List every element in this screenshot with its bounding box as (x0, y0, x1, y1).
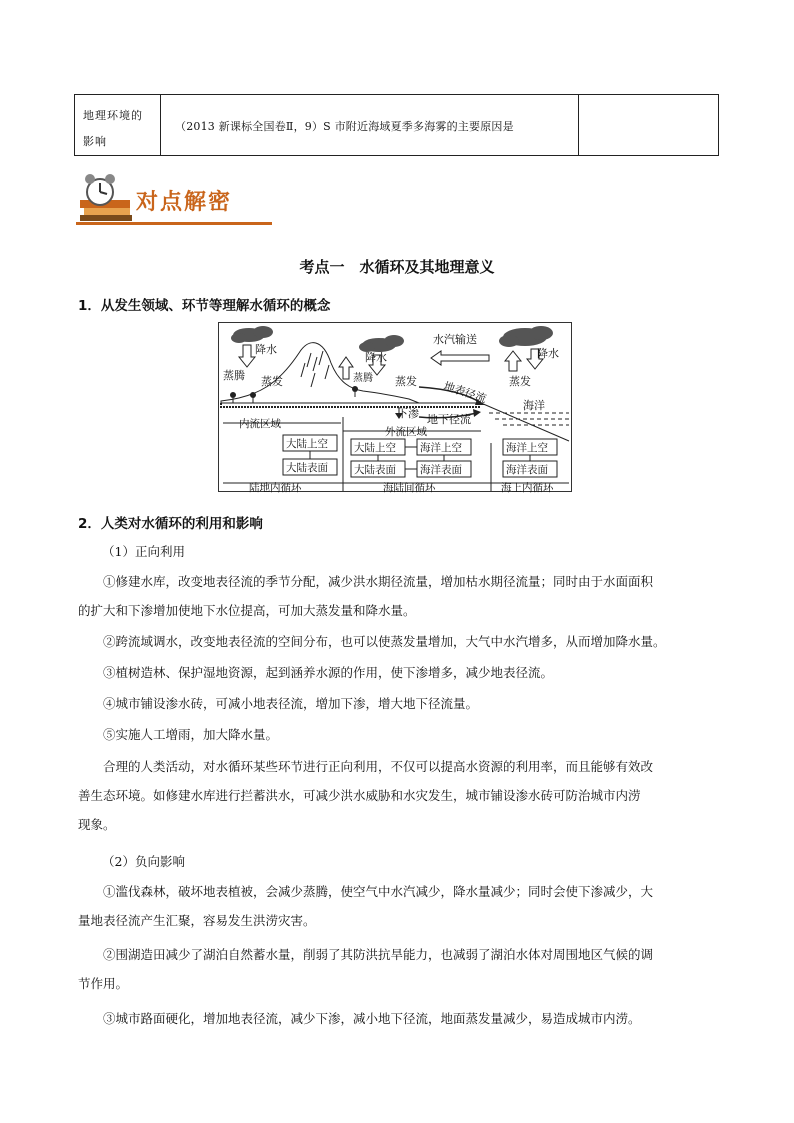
label-ocean: 海洋 (523, 399, 545, 412)
heading-1: 1．从发生领域、环节等理解水循环的概念 (78, 298, 331, 314)
section-title: 考点一 水循环及其地理意义 (299, 258, 495, 276)
heading-2: 2．人类对水循环的利用和影响 (78, 516, 263, 532)
paragraph-positive-1 (78, 567, 718, 625)
cloud-icon-right (499, 326, 553, 347)
paragraph-line: 节作用。 (78, 976, 129, 991)
alarm-clock-book-icon (76, 172, 136, 224)
cloud-icon-left (231, 326, 273, 343)
banner-underline (76, 222, 272, 225)
label-groundwater-runoff: 地下径流 (427, 413, 471, 426)
paragraph-line: 善生态环境。如修建水库进行拦蓄洪水，可减少洪水威胁和水灾发生，城市铺设渗水砖可防治城市内涝 (78, 788, 641, 803)
label-vapor-transport: 水汽输送 (433, 333, 477, 346)
paragraph-positive-3: ③植树造林、保护湿地资源，起到涵养水源的作用，使下渗增多，减少地表径流。 (103, 665, 554, 680)
subheading-negative: （2）负向影响 (102, 854, 185, 869)
paragraph-positive-4: ④城市铺设渗水砖，可减小地表径流，增加下渗，增大地下径流量。 (103, 696, 479, 711)
label-cycle-sea-land: 海陆间循环 (383, 482, 436, 493)
paragraph-summary (78, 752, 718, 839)
question-table (74, 94, 719, 156)
paragraph-line: ②围湖造田减少了湖泊自然蓄水量，削弱了其防洪抗旱能力，也减弱了湖泊水体对周围地区气候的调 (103, 947, 654, 962)
paragraph-line: 的扩大和下渗增加使地下水位提高，可加大蒸发量和降水量。 (78, 603, 416, 618)
box-sea-surface-2: 海洋表面 (420, 464, 462, 476)
paragraph-line: 现象。 (78, 817, 116, 832)
cloud-icon-mid (359, 335, 404, 352)
label-surface-runoff: 地表径流 (442, 379, 488, 406)
paragraph-negative-3: ③城市路面硬化，增加地表径流，减少下渗，减小地下径流，地面蒸发量减少，易造成城市内涝。 (103, 1011, 641, 1026)
box-sea-sky-3: 海洋上空 (506, 442, 548, 454)
label-evaporation-left: 蒸发 (261, 375, 283, 388)
label-inland-area: 内流区域 (239, 418, 281, 430)
table-label-cell: 地理环境的影响 (75, 95, 161, 155)
paragraph-line: ①滥伐森林，破坏地表植被，会减少蒸腾，使空气中水汽减少，降水量减少；同时会使下渗减少，大 (103, 884, 654, 899)
water-cycle-diagram (218, 322, 572, 492)
paragraph-negative-2 (78, 940, 718, 998)
paragraph-positive-2: ②跨流域调水，改变地表径流的空间分布，也可以使蒸发量增加，大气中水汽增多，从而增加降水量。 (103, 634, 666, 649)
paragraph-line: 量地表径流产生汇聚，容易发生洪涝灾害。 (78, 913, 316, 928)
label-precip-left: 降水 (255, 343, 277, 356)
label-cycle-land: 陆地内循环 (249, 482, 302, 493)
paragraph-positive-5: ⑤实施人工增雨，加大降水量。 (103, 727, 279, 742)
box-land-surface-2: 大陆表面 (354, 464, 396, 476)
label-outflow-area: 外流区域 (385, 426, 427, 438)
paragraph-line: 合理的人类活动，对水循环某些环节进行正向利用，不仅可以提高水资源的利用率，而且能够有效改 (103, 759, 654, 774)
subheading-positive: （1）正向利用 (102, 544, 185, 559)
label-evaporation-mid: 蒸发 (395, 375, 417, 388)
paragraph-line: ①修建水库，改变地表径流的季节分配，减少洪水期径流量，增加枯水期径流量；同时由于水面面积 (103, 574, 654, 589)
box-land-surface-1: 大陆表面 (286, 462, 328, 474)
box-sea-surface-3: 海洋表面 (506, 464, 548, 476)
box-sea-sky-2: 海洋上空 (420, 442, 462, 454)
label-transpiration: 蒸腾 (223, 369, 245, 382)
label-evaporation-right: 蒸发 (509, 375, 531, 388)
label-cycle-sea: 海上内循环 (501, 482, 554, 493)
paragraph-negative-1 (78, 877, 718, 935)
table-question-cell: （2013 新课标全国卷Ⅱ，9）S 市附近海域夏季多海雾的主要原因是 (161, 95, 579, 155)
label-precip-mid: 降水 (365, 351, 387, 364)
box-land-sky-1: 大陆上空 (286, 438, 328, 450)
banner-title: 对点解密 (136, 190, 233, 215)
label-transpiration-mid: 蒸腾 (353, 373, 373, 384)
label-precip-right: 降水 (537, 347, 559, 360)
label-infiltration: 下渗 (397, 407, 419, 420)
box-land-sky-2: 大陆上空 (354, 442, 396, 454)
